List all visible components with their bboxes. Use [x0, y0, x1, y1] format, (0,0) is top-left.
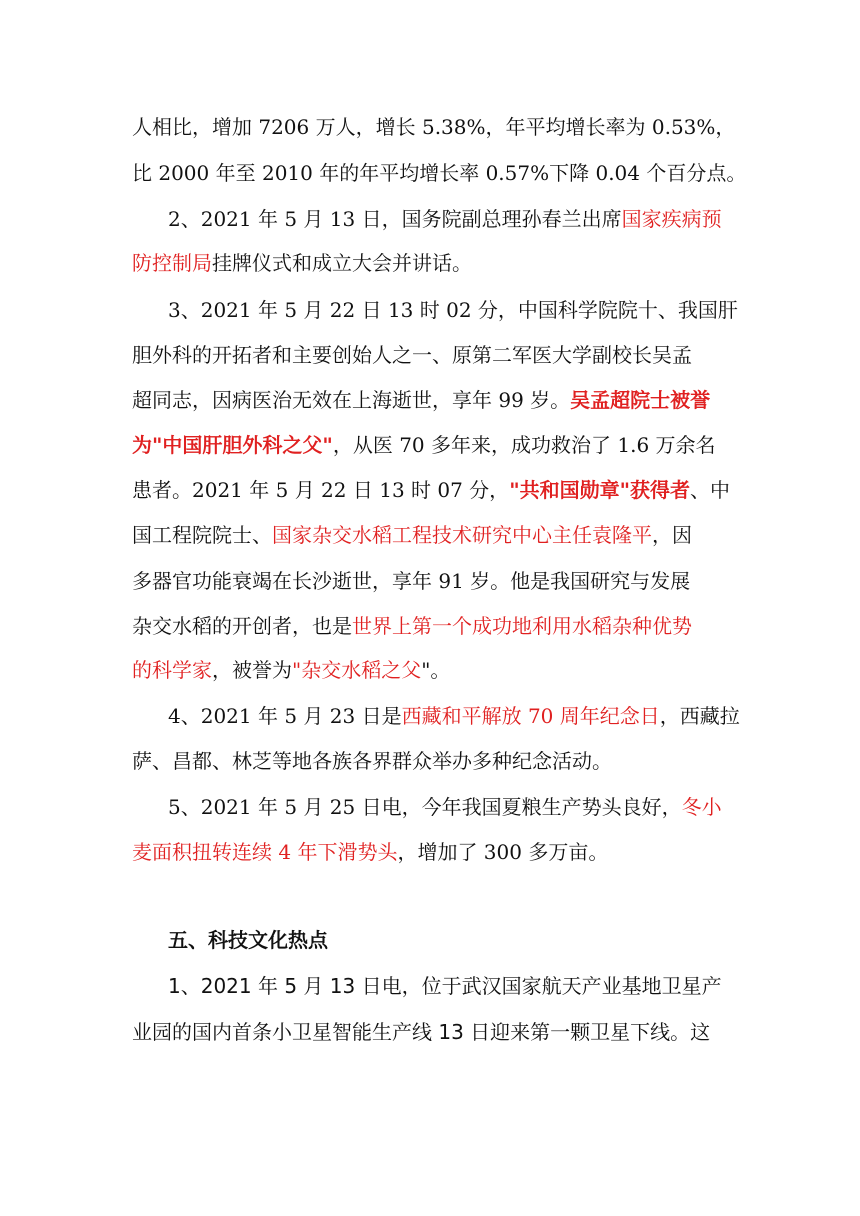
highlighted-text: 为"中国肝胆外科之父"	[132, 433, 333, 457]
highlighted-text: 西藏和平解放 70 周年纪念日	[401, 704, 660, 728]
body-text: 胆外科的开拓者和主要创始人之一、原第二军医大学副校长吴孟	[132, 343, 692, 367]
paragraph-line	[132, 650, 450, 690]
body-text: 杂交水稻的开创者，也是	[132, 614, 352, 638]
body-text: 超同志，因病医治无效在上海逝世，享年 99 岁。	[132, 388, 571, 412]
highlighted-text: 国家杂交水稻工程技术研究中心主任袁隆平	[272, 523, 652, 547]
paragraph-line	[168, 787, 722, 827]
body-text: 5、2021 年 5 月 25 日电，今年我国夏粮生产势头良好，	[168, 795, 682, 819]
paragraph-line	[168, 199, 722, 239]
highlighted-text: 防控制局	[132, 251, 212, 275]
paragraph-line	[132, 832, 608, 872]
body-text: 五、科技文化热点	[168, 928, 328, 952]
paragraph-line	[132, 335, 692, 375]
highlighted-text: 的科学家	[132, 658, 212, 682]
highlighted-text: 吴孟超院士被誉	[570, 388, 711, 412]
body-text: 3、2021 年 5 月 22 日 13 时 02 分，中国科学院院十、我国肝	[168, 298, 738, 322]
paragraph-line	[132, 243, 472, 283]
paragraph-line	[132, 606, 692, 646]
paragraph-line	[168, 290, 738, 330]
paragraph-line	[132, 515, 692, 555]
paragraph-line	[168, 966, 722, 1006]
body-text: "。	[421, 658, 451, 682]
body-text: 国工程院院士、	[132, 523, 272, 547]
highlighted-text: 麦面积扭转连续 4 年下滑势头	[132, 840, 398, 864]
body-text: 萨、昌都、林芝等地各族各界群众举办多种纪念活动。	[132, 749, 612, 773]
body-text: 2、2021 年 5 月 13 日，国务院副总理孙春兰出席	[168, 207, 622, 231]
paragraph-line	[132, 561, 690, 601]
paragraph-line	[132, 107, 735, 147]
body-text: ，西藏拉	[659, 704, 740, 728]
highlighted-text: 国家疾病预	[621, 207, 722, 231]
body-text: 业园的国内首条小卫星智能生产线 13 日迎来第一颗卫星下线。这	[132, 1020, 711, 1044]
paragraph-line	[132, 380, 710, 420]
highlighted-text: 冬小	[681, 795, 722, 819]
body-text: 多器官功能衰竭在长沙逝世，享年 91 岁。他是我国研究与发展	[132, 569, 691, 593]
body-text: 人相比，增加 7206 万人，增长 5.38%，年平均增长率为 0.53%，	[132, 115, 736, 139]
highlighted-text: "共和国勋章"获得者	[509, 478, 691, 502]
paragraph-line	[168, 696, 740, 736]
body-text: 比 2000 年至 2010 年的年平均增长率 0.57%下降 0.04 个百分点。	[132, 161, 747, 185]
section-heading	[168, 920, 328, 960]
body-text: ，增加了 300 多万亩。	[397, 840, 609, 864]
highlighted-text: 世界上第一个成功地利用水稻杂种优势	[352, 614, 692, 638]
body-text: ，被誉为	[212, 658, 292, 682]
body-text: 挂牌仪式和成立大会并讲话。	[212, 251, 472, 275]
body-text: 1、2021 年 5 月 13 日电，位于武汉国家航天产业基地卫星产	[168, 974, 722, 998]
paragraph-line	[132, 1012, 710, 1052]
paragraph-line	[132, 153, 746, 193]
paragraph-line	[132, 425, 716, 465]
body-text: 患者。2021 年 5 月 22 日 13 时 07 分，	[132, 478, 510, 502]
body-text: 4、2021 年 5 月 23 日是	[168, 704, 402, 728]
paragraph-line	[132, 470, 730, 510]
highlighted-text: "杂交水稻之父	[292, 658, 422, 682]
paragraph-line	[132, 741, 612, 781]
body-text: 、中	[690, 478, 731, 502]
body-text: ，从医 70 多年来，成功救治了 1.6 万余名	[332, 433, 716, 457]
body-text: ，因	[652, 523, 692, 547]
